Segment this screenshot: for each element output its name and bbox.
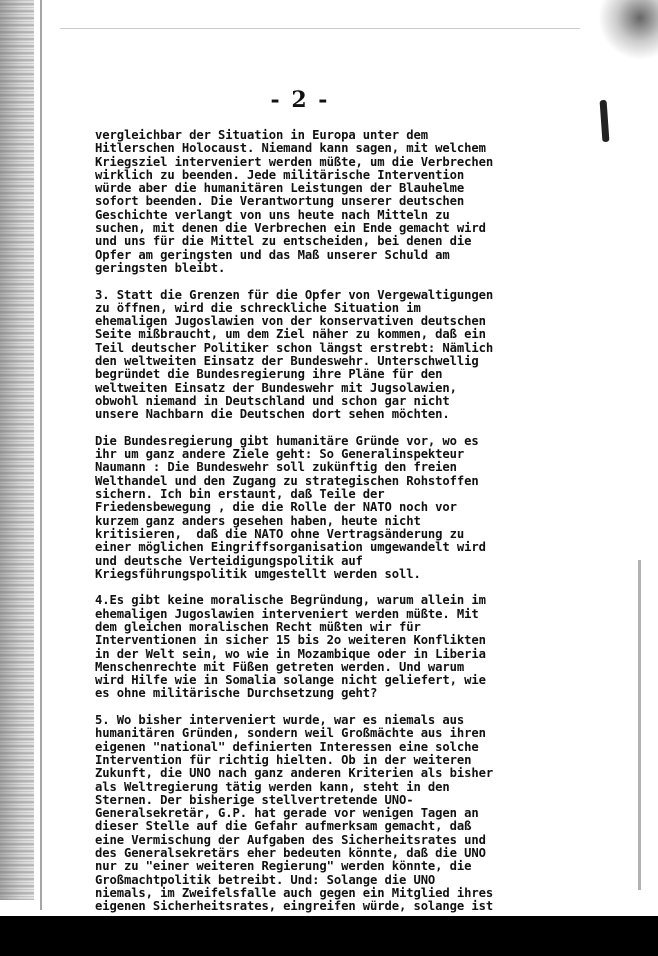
text-line: 5. Wo bisher interveniert wurde, war es niemals aus — [95, 713, 465, 728]
text-line: niemals, im Zweifelsfalle auch gegen ein Mitglied ihres — [95, 885, 494, 900]
scan-edge-noise — [0, 0, 34, 900]
text-line: des Generalsekretärs eher bedeuten könnte, daß die UNO — [95, 846, 486, 861]
text-line: eine Vermischung der Aufgaben des Sicherheitsrates und — [95, 832, 486, 847]
scan-bottom-band — [0, 916, 658, 956]
text-line: in der Welt sein, wo wie in Mozambique oder in Liberia — [95, 646, 486, 661]
text-line: kritisieren, daß die NATO ohne Vertragsänderung zu — [95, 526, 465, 541]
text-line: sichern. Ich bin erstaunt, daß Teile der — [95, 487, 385, 502]
text-line: und deutsche Verteidigungspolitik auf — [95, 553, 363, 568]
text-line: würde aber die humanitären Leistungen der Blauhelme — [95, 181, 465, 196]
document-body — [95, 129, 505, 927]
text-line: Seite mißbraucht, um dem Ziel näher zu kommen, daß ein — [95, 327, 486, 342]
paragraph — [95, 435, 505, 581]
text-line: Intervention für richtig hielten. Ob in der weiteren — [95, 752, 472, 767]
text-line: eigenen "national" definierten Interessen eine solche — [95, 739, 479, 754]
text-line: Interventionen in sicher 15 bis 2o weiteren Konflikten — [95, 633, 486, 648]
text-line: Opfer am geringsten und das Maß unserer Schuld am — [95, 247, 450, 262]
page-number: - 2 - — [270, 87, 330, 113]
text-line: nur zu "einer weiteren Regierung" werden könnte, die — [95, 859, 472, 874]
text-line: zu öffnen, wird die schreckliche Situation im — [95, 300, 421, 315]
scan-artifact-line — [60, 28, 580, 29]
text-line: sofort beenden. Die Verantwortung unserer deutschen — [95, 194, 465, 209]
scan-margin-mark — [600, 100, 610, 142]
text-line: wirklich zu beenden. Jede militärische Intervention — [95, 167, 465, 182]
text-line: Teil deutscher Politiker schon längst erstrebt: Nämlich — [95, 340, 494, 355]
text-line: Kriegsführungspolitik umgestellt werden soll. — [95, 566, 421, 581]
text-line: suchen, mit denen die Verbrechen ein Ende gemacht wird — [95, 221, 486, 236]
text-line: Welthandel und den Zugang zu strategischen Rohstoffen — [95, 473, 479, 488]
text-line: Generalsekretär, G.P. hat gerade vor wenigen Tagen an — [95, 806, 479, 821]
text-line: Zukunft, die UNO nach ganz anderen Kriterien als bisher — [95, 766, 494, 781]
text-line: und uns für die Mittel zu entscheiden, bei denen die — [95, 234, 472, 249]
text-line: Sternen. Der bisherige stellvertretende UNO- — [95, 792, 414, 807]
paragraph — [95, 594, 505, 700]
text-line: humanitären Gründen, sondern weil Großmächte aus ihren — [95, 726, 486, 741]
paragraph — [95, 714, 505, 913]
text-line: ihr um ganz andere Ziele geht: So Generalinspekteur — [95, 447, 465, 462]
text-line: Geschichte verlangt von uns heute nach Mitteln zu — [95, 207, 450, 222]
text-line: unsere Nachbarn die Deutschen dort sehen möchten. — [95, 407, 450, 422]
text-line: eigenen Sicherheitsrates, eingreifen würde, solange ist — [95, 899, 494, 914]
text-line: dem gleichen moralischen Recht müßten wir für — [95, 619, 421, 634]
text-line: vergleichbar der Situation in Europa unter dem — [95, 128, 428, 142]
text-line: als Weltregierung tätig werden kann, steht in den — [95, 779, 450, 794]
text-line: Naumann : Die Bundeswehr soll zukünftig den freien — [95, 460, 457, 475]
text-line: dieser Stelle auf die Gefahr aufmerksam gemacht, daß — [95, 819, 472, 834]
scan-corner-smudge — [598, 0, 658, 60]
text-line: den weltweiten Einsatz der Bundeswehr. Unterschwellig — [95, 354, 479, 369]
text-line: geringsten bleibt. — [95, 260, 226, 275]
text-line: ehemaligen Jugoslawien von der konservativen deutschen — [95, 314, 486, 329]
text-line: Friedensbewegung , die die Rolle der NATO noch vor — [95, 500, 457, 515]
paragraph — [95, 289, 505, 422]
text-line: wird Hilfe wie in Somalia solange nicht geliefert, wie — [95, 673, 486, 688]
text-line: begründet die Bundesregierung ihre Pläne für den — [95, 367, 443, 382]
text-line: 4.Es gibt keine moralische Begründung, warum allein im — [95, 593, 486, 608]
text-line: Hitlerschen Holocaust. Niemand kann sagen, mit welchem — [95, 141, 486, 156]
text-line: Menschenrechte mit Füßen getreten werden. Und warum — [95, 659, 465, 674]
text-line: kurzem ganz anders gesehen haben, heute nicht — [95, 513, 421, 528]
text-line: weltweiten Einsatz der Bundeswehr mit Jugsolawien, — [95, 380, 457, 395]
text-line: einer möglichen Eingriffsorganisation umgewandelt wird — [95, 540, 486, 555]
page-right-edge — [638, 560, 641, 890]
page-left-edge — [40, 0, 42, 910]
text-line: Kriegsziel interveniert werden müßte, um die Verbrechen — [95, 154, 494, 169]
text-line: obwohl niemand in Deutschland und schon gar nicht — [95, 393, 450, 408]
text-line: ehemaligen Jugoslawien interveniert werden müßte. Mit — [95, 606, 479, 621]
text-line: Großmachtpolitik betreibt. Und: Solange die UNO — [95, 872, 436, 887]
text-line: es ohne militärische Durchsetzung geht? — [95, 686, 378, 701]
paragraph — [95, 129, 505, 275]
text-line: Die Bundesregierung gibt humanitäre Gründe vor, wo es — [95, 433, 479, 448]
text-line: 3. Statt die Grenzen für die Opfer von Vergewaltigungen — [95, 287, 494, 302]
